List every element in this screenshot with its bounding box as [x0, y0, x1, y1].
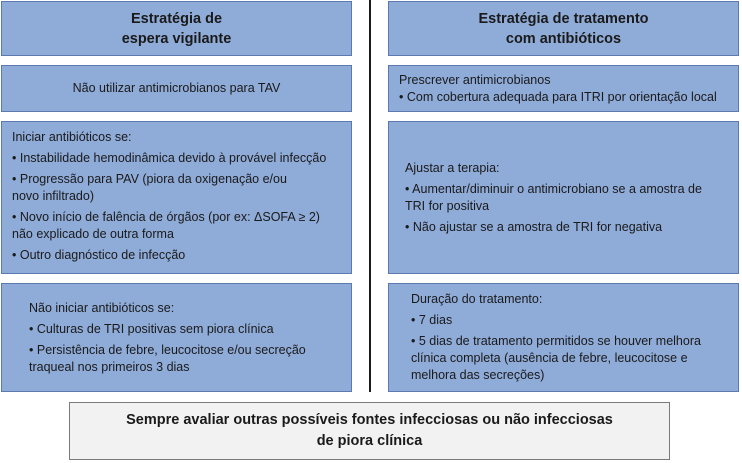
column-divider: [369, 0, 371, 392]
right-header-line-1: Estratégia de tratamento: [478, 10, 649, 27]
start-antibiotics-list: [12, 150, 341, 264]
list-item: [411, 333, 728, 384]
list-item-line: traqueal nos primeiros 3 dias: [29, 360, 190, 374]
list-item: [12, 171, 341, 205]
footer-note-box: [69, 402, 670, 460]
right-header-line-2: com antibióticos: [505, 30, 622, 47]
list-item: [29, 342, 341, 376]
adjust-therapy-title: Ajustar a terapia:: [405, 160, 500, 175]
left-header-line-2: espera vigilante: [121, 30, 232, 47]
dont-start-antibiotics-title: Não iniciar antibióticos se:: [29, 301, 175, 315]
duration-list: [411, 312, 728, 384]
list-item-line: • Culturas de TRI positivas sem piora clínica: [29, 321, 341, 338]
prescribe-item: • Com cobertura adequada para ITRI por orientação local: [399, 89, 728, 106]
list-item: [405, 219, 728, 236]
adjust-therapy-box: [388, 121, 739, 274]
list-item: [12, 150, 341, 167]
footer-line-2: de piora clínica: [316, 433, 423, 449]
list-item-line: • Não ajustar se a amostra de TRI for negativa: [405, 219, 728, 236]
left-header-line-1: Estratégia de: [130, 10, 223, 27]
prescribe-box: [388, 65, 739, 112]
duration-box: [388, 283, 739, 392]
right-header-box: [388, 1, 739, 56]
list-item: [29, 321, 341, 338]
no-antimicrobials-box: [1, 65, 352, 112]
list-item: [411, 312, 728, 329]
list-item-line: • Aumentar/diminuir o antimicrobiano se a amostra de: [405, 181, 728, 198]
list-item-line: • 5 dias de tratamento permitidos se houver melhora: [411, 333, 728, 350]
list-item-line: • Outro diagnóstico de infecção: [12, 247, 341, 264]
list-item-line: TRI for positiva: [405, 198, 490, 213]
list-item: [12, 247, 341, 264]
list-item-line: • Novo início de falência de órgãos (por ex: ΔSOFA ≥ 2): [12, 209, 341, 226]
no-antimicrobials-text: Não utilizar antimicrobianos para TAV: [72, 81, 281, 95]
adjust-therapy-list: [405, 177, 728, 236]
list-item-line: melhora das secreções): [411, 368, 545, 382]
duration-title: Duração do tratamento:: [411, 292, 543, 306]
start-antibiotics-title: Iniciar antibióticos se:: [12, 130, 132, 144]
list-item-line: • 7 dias: [411, 312, 728, 329]
dont-start-antibiotics-box: [1, 283, 352, 392]
list-item: [12, 209, 341, 243]
list-item-line: • Instabilidade hemodinâmica devido à provável infecção: [12, 150, 341, 167]
list-item-line: novo infiltrado): [12, 189, 94, 203]
list-item-line: • Persistência de febre, leucocitose e/ou secreção: [29, 342, 341, 359]
list-item-line: não explicado de outra forma: [12, 227, 174, 241]
start-antibiotics-box: [1, 121, 352, 274]
left-header-box: [1, 1, 352, 56]
dont-start-antibiotics-list: [29, 321, 341, 376]
prescribe-title: Prescrever antimicrobianos: [399, 72, 551, 87]
list-item-line: • Progressão para PAV (piora da oxigenação e/ou: [12, 171, 341, 188]
list-item-line: clínica completa (ausência de febre, leucocitose e: [411, 351, 688, 365]
list-item: [405, 181, 728, 215]
footer-line-1: Sempre avaliar outras possíveis fontes infecciosas ou não infecciosas: [126, 412, 613, 428]
